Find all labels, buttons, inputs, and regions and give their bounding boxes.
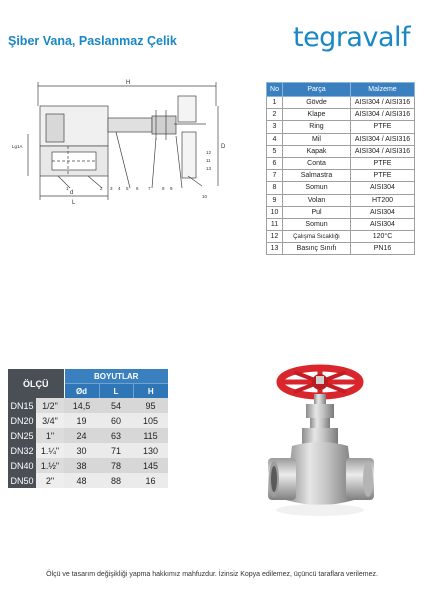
part-material-cell: AISI304 / AISI316 [351,133,415,145]
parts-table [266,82,415,255]
table-row [267,109,415,121]
part-material-cell: PTFE [351,157,415,169]
dn-size-cell: DN50 [8,473,36,488]
part-num-5: 5 [126,186,129,191]
part-name-cell: Salmastra [283,170,351,182]
part-name-cell: Somun [283,182,351,194]
dn-size-cell: DN25 [8,428,36,443]
diameter-cell: 19 [64,413,99,428]
part-num-4: 4 [118,186,121,191]
table-row [8,443,168,458]
dimensions-table [8,369,168,488]
part-num-1: 1 [66,186,69,191]
part-name-cell: Volan [283,194,351,206]
inch-size-cell: 2" [36,473,64,488]
dn-size-cell: DN32 [8,443,36,458]
part-no-cell: 7 [267,170,283,182]
length-cell: 78 [99,458,133,473]
part-material-cell: PTFE [351,170,415,182]
part-no-cell: 1 [267,97,283,109]
table-row [8,473,168,488]
table-row [267,170,415,182]
diameter-cell: 38 [64,458,99,473]
inch-size-cell: 1.½" [36,458,64,473]
measure-label: ÖLÇÜ [8,369,64,398]
diameter-cell: 14,5 [64,398,99,413]
parts-table-body [267,97,415,255]
table-row [267,243,415,255]
part-num-12: 12 [206,150,212,155]
table-row [267,206,415,218]
height-cell: 16 [133,473,168,488]
inch-size-cell: 3/4" [36,413,64,428]
part-num-11: 11 [206,158,211,163]
part-material-cell: AISI304 [351,182,415,194]
table-row [267,182,415,194]
dn-size-cell: DN20 [8,413,36,428]
table-row [267,218,415,230]
part-name-cell: Basınç Sınıfı [283,243,351,255]
part-num-10: 10 [202,194,208,199]
part-material-cell: PN16 [351,243,415,255]
part-name-cell: Ring [283,121,351,133]
part-material-cell: 120°C [351,231,415,243]
gate-valve-photo [262,360,380,532]
part-no-cell: 2 [267,109,283,121]
parts-table-header [267,83,415,97]
height-cell: 115 [133,428,168,443]
part-no-cell: 13 [267,243,283,255]
inch-size-cell: 1.¼" [36,443,64,458]
handwheel-icon [280,368,360,396]
diameter-cell: 24 [64,428,99,443]
table-row [267,157,415,169]
table-row [267,133,415,145]
inch-size-cell: 1" [36,428,64,443]
table-row [267,121,415,133]
col-header-height: H [133,384,168,399]
part-name-cell: Mil [283,133,351,145]
dimensions-table-body [8,398,168,488]
part-material-cell: AISI304 / AISI316 [351,97,415,109]
table-row [267,145,415,157]
length-cell: 88 [99,473,133,488]
dn-size-cell: DN15 [8,398,36,413]
part-num-13: 13 [206,166,212,171]
part-no-cell: 11 [267,218,283,230]
inch-size-cell: 1/2" [36,398,64,413]
table-row [8,428,168,443]
part-no-cell: 3 [267,121,283,133]
length-cell: 63 [99,428,133,443]
part-material-cell: AISI304 / AISI316 [351,109,415,121]
dim-label-l: L [72,200,76,206]
dim-label-h: H [126,80,131,86]
length-cell: 60 [99,413,133,428]
dimensions-group-header: BOYUTLAR [64,369,168,384]
footer-disclaimer: Ölçü ve tasarım değişikliği yapma hakkımız mahfuzdur. İzinsiz Kopya edilemez, üçüncü taraflara verilemez. [46,571,378,578]
table-row [8,458,168,473]
col-header-material: Malzeme [351,83,415,97]
part-no-cell: 8 [267,182,283,194]
diameter-cell: 30 [64,443,99,458]
part-name-cell: Kapak [283,145,351,157]
part-material-cell: AISI304 [351,206,415,218]
part-name-cell: Klape [283,109,351,121]
length-cell: 71 [99,443,133,458]
part-name-cell: Pul [283,206,351,218]
dim-label-d-lower: d [70,190,74,196]
part-no-cell: 10 [267,206,283,218]
part-no-cell: 12 [267,231,283,243]
part-num-8: 8 [162,186,165,191]
part-num-7: 7 [148,186,151,191]
table-row [267,231,415,243]
length-cell: 54 [99,398,133,413]
part-material-cell: AISI304 [351,218,415,230]
part-no-cell: 9 [267,194,283,206]
part-material-cell: PTFE [351,121,415,133]
col-header-length: L [99,384,133,399]
technical-drawing [6,76,242,206]
table-row [8,413,168,428]
part-name-cell: Somun [283,218,351,230]
table-row [8,398,168,413]
part-name-cell: Gövde [283,97,351,109]
part-name-cell: Conta [283,157,351,169]
height-cell: 145 [133,458,168,473]
brand-logo: tegravalf [292,22,410,53]
col-header-part: Parça [283,83,351,97]
part-material-cell: HT200 [351,194,415,206]
col-header-diameter: Ød [64,384,99,399]
part-num-2: 2 [100,186,103,191]
part-name-cell: Çalışma Sıcaklığı [283,231,351,243]
diameter-cell: 48 [64,473,99,488]
part-no-cell: 5 [267,145,283,157]
part-num-9: 9 [170,186,173,191]
height-cell: 130 [133,443,168,458]
table-row [267,97,415,109]
table-row [267,194,415,206]
col-header-no: No [267,83,283,97]
part-no-cell: 6 [267,157,283,169]
part-num-6: 6 [136,186,139,191]
part-material-cell: AISI304 / AISI316 [351,145,415,157]
page-title: Şiber Vana, Paslanmaz Çelik [8,34,177,48]
part-no-cell: 4 [267,133,283,145]
height-cell: 105 [133,413,168,428]
dim-label-thread: Lg1A [12,144,23,149]
height-cell: 95 [133,398,168,413]
part-num-3: 3 [110,186,113,191]
dim-label-d-upper: D [221,144,226,150]
dn-size-cell: DN40 [8,458,36,473]
